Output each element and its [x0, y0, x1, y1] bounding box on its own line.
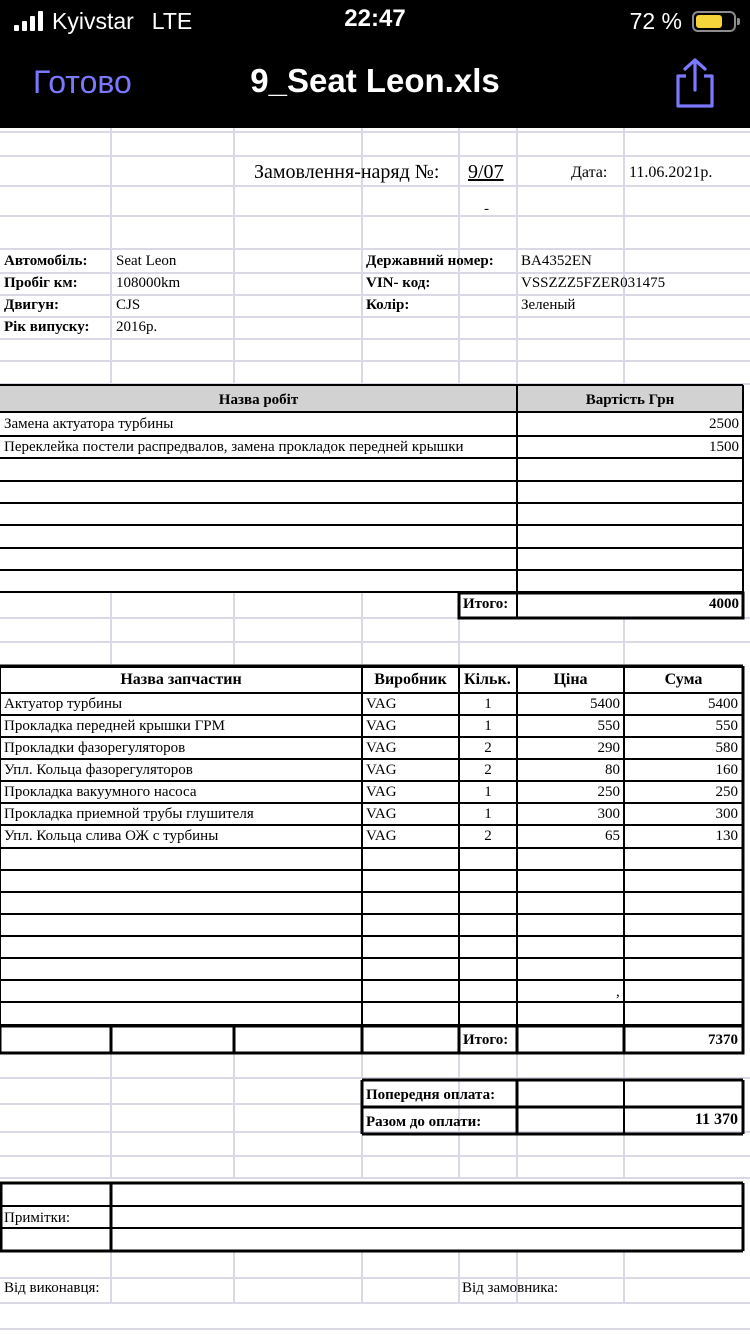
color-value: Зеленый: [521, 297, 576, 313]
battery-icon: [692, 11, 736, 32]
customer-label: Від замовника:: [462, 1280, 559, 1296]
part-qty: 2: [484, 762, 492, 778]
works-header-cost: Вартість Грн: [585, 392, 675, 408]
part-qty: 1: [484, 718, 492, 734]
part-maker: VAG: [366, 740, 397, 756]
works-header-name: Назва робіт: [218, 392, 299, 408]
part-sum: 130: [715, 828, 738, 844]
executor-label: Від виконавця:: [4, 1280, 100, 1296]
part-qty: 1: [484, 806, 492, 822]
part-qty: 1: [484, 696, 492, 712]
parts-header-maker: Виробник: [374, 671, 447, 688]
share-icon[interactable]: [672, 56, 718, 110]
to-pay-value: 11 370: [694, 1111, 738, 1128]
network-type: LTE: [151, 7, 193, 34]
mileage-label: Пробіг км:: [4, 275, 78, 291]
part-price: 290: [597, 740, 620, 756]
part-sum: 580: [715, 740, 738, 756]
part-price: 250: [597, 784, 620, 800]
part-name: Прокладки фазорегуляторов: [4, 740, 186, 756]
part-price: 5400: [590, 696, 620, 712]
part-sum: 250: [715, 784, 738, 800]
year-value: 2016р.: [116, 319, 158, 335]
part-sum: 5400: [708, 696, 738, 712]
part-maker: VAG: [366, 762, 397, 778]
to-pay-label: Разом до оплати:: [366, 1114, 482, 1130]
part-maker: VAG: [366, 718, 397, 734]
part-qty: 2: [484, 740, 492, 756]
status-bar-right: [630, 6, 736, 36]
works-total-value: 4000: [709, 596, 739, 612]
prepayment-label: Попередня оплата:: [366, 1087, 496, 1103]
done-button[interactable]: Готово: [33, 64, 132, 100]
vin-value: VSSZZZ5FZER031475: [521, 275, 666, 291]
part-price: 550: [597, 718, 620, 734]
part-price: 65: [605, 828, 620, 844]
date-value: 11.06.2021р.: [629, 164, 713, 181]
work-row-1-name: Замена актуатора турбины: [4, 416, 174, 432]
clock: 22:47: [344, 5, 406, 32]
top-bar: [0, 0, 750, 128]
vin-label: VIN- код:: [366, 275, 431, 291]
plate-value: BA4352EN: [521, 253, 592, 269]
car-label: Автомобіль:: [4, 253, 88, 269]
year-label: Рік випуску:: [4, 319, 90, 335]
battery-fill: [696, 15, 722, 28]
order-label: Замовлення-наряд №:: [254, 161, 440, 183]
spreadsheet[interactable]: [0, 128, 750, 1334]
part-maker: VAG: [366, 828, 397, 844]
order-number: 9/07: [468, 161, 504, 183]
part-maker: VAG: [366, 806, 397, 822]
battery-percent: 72 %: [629, 7, 682, 34]
parts-header-qty: Кільк.: [464, 671, 511, 688]
part-sum: 160: [715, 762, 738, 778]
part-qty: 1: [484, 784, 492, 800]
part-price: 300: [597, 806, 620, 822]
car-value: Seat Leon: [116, 253, 177, 269]
work-row-2-cost: 1500: [709, 439, 739, 455]
parts-header-sum: Сума: [664, 671, 703, 688]
notes-label: Примітки:: [4, 1210, 71, 1226]
part-qty: 2: [484, 828, 492, 844]
color-label: Колір:: [366, 297, 410, 313]
part-sum: 300: [715, 806, 738, 822]
document-title: 9_Seat Leon.xls: [250, 62, 500, 99]
part-name: Прокладка вакуумного насоса: [4, 784, 197, 800]
parts-header-price: Ціна: [553, 671, 588, 688]
work-row-1-cost: 2500: [709, 416, 739, 432]
part-name: Прокладка приемной трубы глушителя: [4, 806, 254, 822]
part-sum: 550: [715, 718, 738, 734]
engine-label: Двигун:: [4, 297, 60, 313]
parts-total-value: 7370: [708, 1032, 738, 1048]
carrier-name: Kyivstar: [52, 7, 134, 34]
works-total-label: Итого:: [463, 596, 509, 612]
date-label: Дата:: [571, 164, 608, 181]
part-name: Упл. Кольца фазорегуляторов: [4, 762, 193, 778]
part-maker: VAG: [366, 784, 397, 800]
part-maker: VAG: [366, 696, 397, 712]
part-name: Упл. Кольца слива ОЖ с турбины: [4, 828, 219, 844]
stray-comma: ,: [616, 984, 620, 1000]
mileage-value: 108000km: [116, 275, 181, 291]
part-name: Актуатор турбины: [4, 696, 123, 712]
parts-total-label: Итого:: [463, 1032, 509, 1048]
work-row-2-name: Переклейка постели распредвалов, замена прокладок передней крышки: [4, 439, 464, 455]
part-price: 80: [605, 762, 620, 778]
dash-mark: -: [484, 201, 489, 217]
engine-value: CJS: [116, 297, 141, 313]
part-name: Прокладка передней крышки ГРМ: [4, 718, 225, 734]
plate-label: Державний номер:: [366, 253, 494, 269]
parts-header-name: Назва запчастин: [120, 671, 242, 688]
